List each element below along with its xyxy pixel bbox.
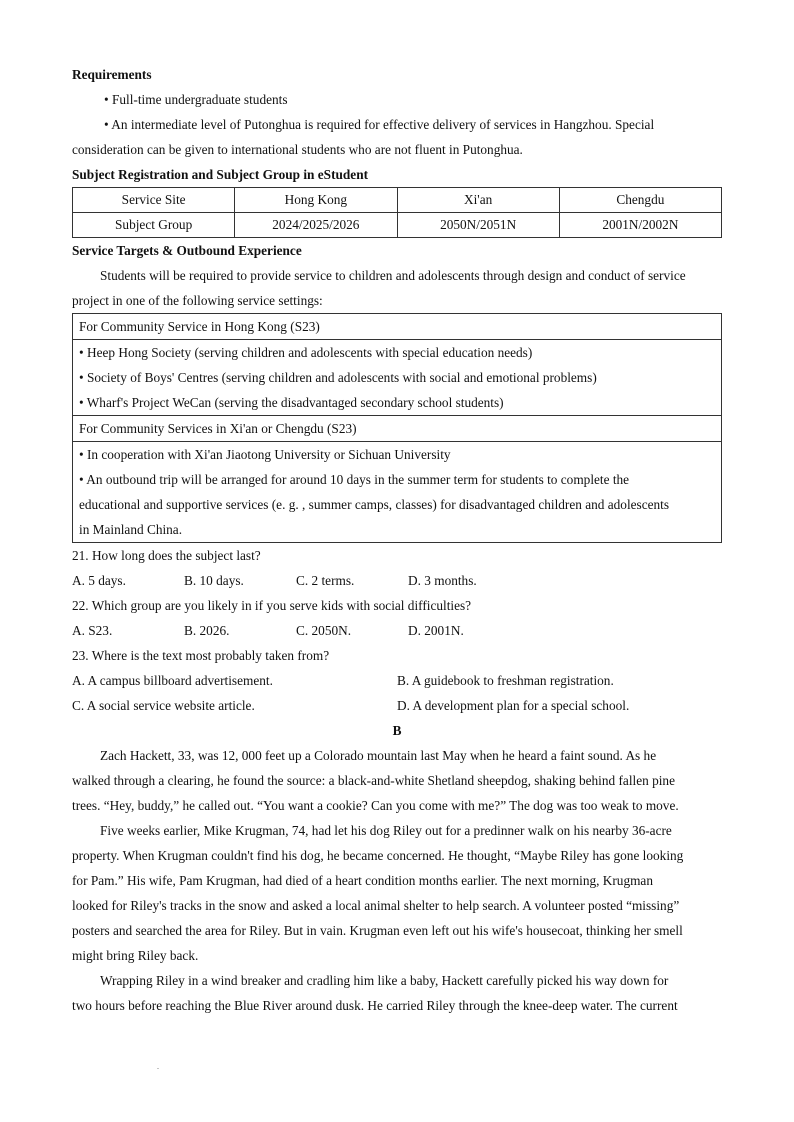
answer-option: B. 2026. — [184, 623, 230, 638]
question-options — [72, 668, 722, 693]
question-options — [72, 618, 722, 643]
passage-line: looked for Riley's tracks in the snow and asked a local animal shelter to help search. A volunteer posted “missing” — [72, 898, 680, 913]
service-setting-item: • Society of Boys' Centres (serving children and adolescents with social and emotional problems) — [79, 370, 597, 385]
table-row — [73, 213, 722, 238]
table-cell: Chengdu — [559, 188, 721, 213]
xian-chengdu-service-title: For Community Services in Xi'an or Chengdu (S23) — [73, 415, 721, 442]
answer-option: A. S23. — [72, 623, 113, 638]
passage-line: property. When Krugman couldn't find his dog, he became concerned. He thought, “Maybe Riley has gone looking — [72, 848, 684, 863]
passage-line: two hours before reaching the Blue River around dusk. He carried Riley through the knee-deep water. The current — [72, 998, 678, 1013]
table-row — [73, 188, 722, 213]
table-cell: 2024/2025/2026 — [235, 213, 397, 238]
service-settings-box — [72, 313, 722, 543]
requirements-heading: Requirements — [72, 67, 152, 82]
targets-heading: Service Targets & Outbound Experience — [72, 243, 302, 258]
answer-option: C. 2050N. — [296, 623, 352, 638]
question-stem: 21. How long does the subject last? — [72, 548, 261, 563]
targets-intro-line: project in one of the following service settings: — [72, 293, 323, 308]
service-setting-item: • Wharf's Project WeCan (serving the disadvantaged secondary school students) — [79, 395, 504, 410]
table-cell: Subject Group — [73, 213, 235, 238]
answer-option: C. 2 terms. — [296, 573, 355, 588]
passage-label: B — [392, 723, 402, 738]
document-page — [72, 62, 722, 1018]
answer-option: D. 3 months. — [408, 573, 477, 588]
footer-mark: . — [157, 1062, 159, 1071]
requirement-continuation: consideration can be given to international students who are not fluent in Putonghua. — [72, 142, 523, 157]
table-cell: Xi'an — [397, 188, 559, 213]
passage-line: Wrapping Riley in a wind breaker and cradling him like a baby, Hackett carefully picked his way down for — [100, 973, 669, 988]
service-setting-line: • An outbound trip will be arranged for around 10 days in the summer term for students to complete the — [79, 472, 630, 487]
answer-option: B. 10 days. — [184, 573, 244, 588]
requirement-item: • Full-time undergraduate students — [104, 92, 288, 107]
table-cell: Hong Kong — [235, 188, 397, 213]
question-stem: 23. Where is the text most probably taken from? — [72, 648, 330, 663]
passage-line: Five weeks earlier, Mike Krugman, 74, had let his dog Riley out for a predinner walk on his nearby 36-acre — [100, 823, 672, 838]
answer-option: D. A development plan for a special school. — [397, 698, 630, 713]
service-setting-line: • In cooperation with Xi'an Jiaotong University or Sichuan University — [79, 447, 451, 462]
passage-line: walked through a clearing, he found the source: a black-and-white Shetland sheepdog, shaking behind fallen pine — [72, 773, 675, 788]
table-cell: 2050N/2051N — [397, 213, 559, 238]
answer-option: C. A social service website article. — [72, 698, 255, 713]
registration-heading: Subject Registration and Subject Group in eStudent — [72, 167, 369, 182]
answer-option: A. A campus billboard advertisement. — [72, 673, 273, 688]
question-options — [72, 568, 722, 593]
service-setting-line: educational and supportive services (e. g. , summer camps, classes) for disadvantaged children and adolescents — [79, 497, 670, 512]
question-stem: 22. Which group are you likely in if you serve kids with social difficulties? — [72, 598, 472, 613]
requirement-item: • An intermediate level of Putonghua is required for effective delivery of services in Hangzhou. Special — [104, 117, 655, 132]
passage-line: posters and searched the area for Riley. But in vain. Krugman even left out his wife's housecoat, thinking her smell — [72, 923, 683, 938]
answer-option: D. 2001N. — [408, 623, 464, 638]
service-setting-line: in Mainland China. — [79, 522, 183, 537]
passage-line: might bring Riley back. — [72, 948, 199, 963]
passage-line: Zach Hackett, 33, was 12, 000 feet up a Colorado mountain last May when he heard a faint sound. As he — [100, 748, 657, 763]
table-cell: Service Site — [73, 188, 235, 213]
subject-group-table — [72, 187, 722, 238]
service-setting-item: • Heep Hong Society (serving children and adolescents with special education needs) — [79, 345, 533, 360]
targets-intro-line: Students will be required to provide service to children and adolescents through design and conduct of service — [100, 268, 686, 283]
answer-option: B. A guidebook to freshman registration. — [397, 673, 614, 688]
question-options — [72, 693, 722, 718]
hong-kong-service-title: For Community Service in Hong Kong (S23) — [73, 314, 721, 340]
passage-line: for Pam.” His wife, Pam Krugman, had died of a heart condition months earlier. The next morning, Krugman — [72, 873, 653, 888]
passage-line: trees. “Hey, buddy,” he called out. “You want a cookie? Can you come with me?” The dog was too weak to move. — [72, 798, 679, 813]
table-cell: 2001N/2002N — [559, 213, 721, 238]
answer-option: A. 5 days. — [72, 573, 126, 588]
